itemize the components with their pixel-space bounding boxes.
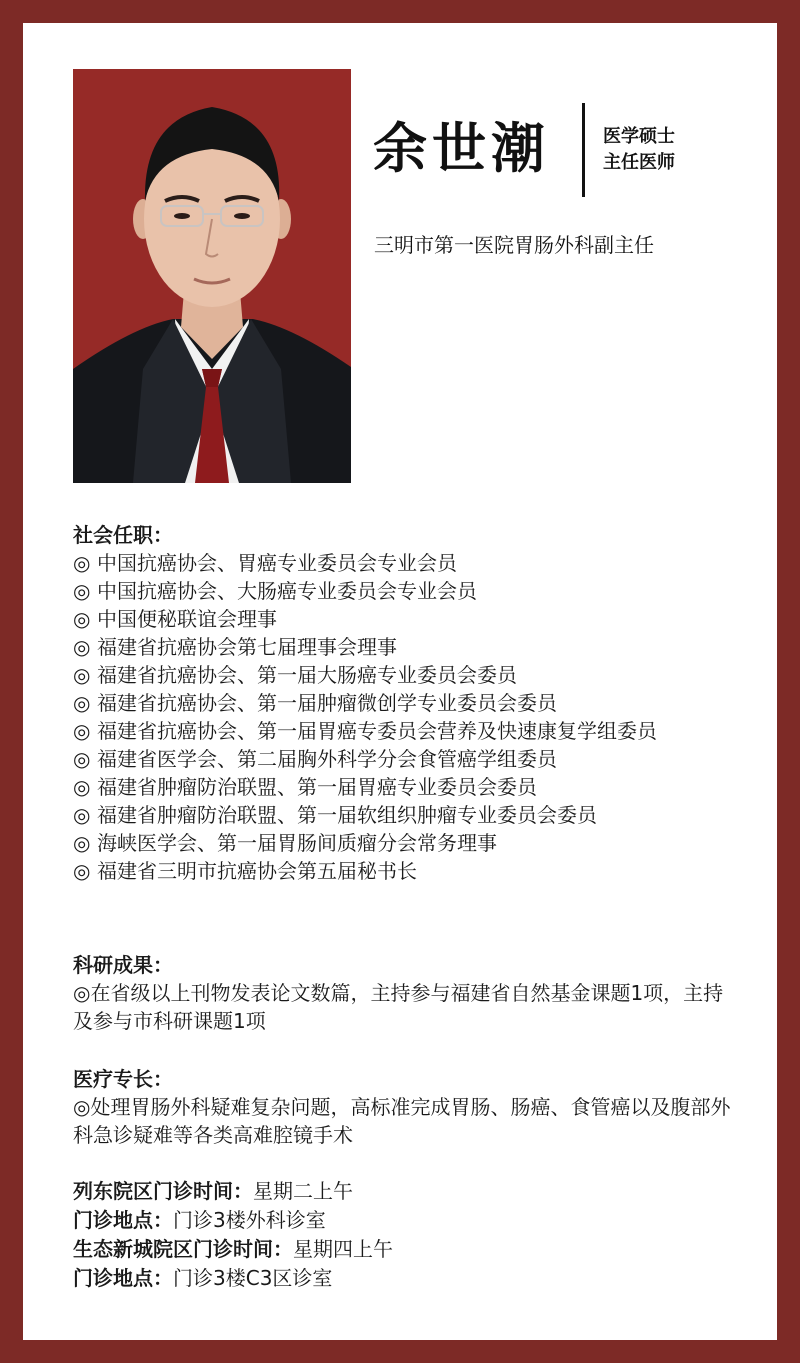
- bullet-icon: ◎: [73, 635, 91, 659]
- doctor-position: 三明市第一医院胃肠外科副主任: [374, 233, 654, 257]
- social-positions-heading: 社会任职：: [73, 523, 173, 547]
- list-item: ◎ 中国抗癌协会、大肠癌专业委员会专业会员: [73, 579, 477, 603]
- doctor-name: 余世潮: [373, 116, 550, 180]
- bullet-icon: ◎: [73, 663, 91, 687]
- bullet-icon: ◎: [73, 551, 91, 575]
- expertise-text: ◎处理胃肠外科疑难复杂问题，高标准完成胃肠、肠癌、食管癌以及腹部外科急诊疑难等各类高难腔镜手术: [73, 1095, 731, 1147]
- research-heading: 科研成果：: [73, 953, 173, 977]
- list-item: ◎ 福建省抗癌协会、第一届大肠癌专业委员会委员: [73, 663, 517, 687]
- rank-label: 主任医师: [603, 152, 675, 173]
- bullet-icon: ◎: [73, 747, 91, 771]
- research-text: ◎在省级以上刊物发表论文数篇，主持参与福建省自然基金课题1项，主持及参与市科研课题1项: [73, 981, 724, 1033]
- clinic-line: 列东院区门诊时间：星期二上午: [73, 1179, 353, 1203]
- bullet-icon: ◎: [73, 691, 91, 715]
- doctor-portrait: [73, 69, 351, 483]
- clinic-info: [73, 1177, 393, 1293]
- list-item: ◎ 福建省肿瘤防治联盟、第一届软组织肿瘤专业委员会委员: [73, 803, 597, 827]
- clinic-line: 门诊地点：门诊3楼C3区诊室: [73, 1266, 333, 1290]
- list-item: ◎ 中国抗癌协会、胃癌专业委员会专业会员: [73, 551, 457, 575]
- bullet-icon: ◎: [73, 775, 91, 799]
- bullet-icon: ◎: [73, 607, 91, 631]
- profile-card: [23, 23, 777, 1340]
- expertise-heading: 医疗专长：: [73, 1067, 173, 1091]
- list-item: ◎ 福建省三明市抗癌协会第五届秘书长: [73, 859, 417, 883]
- degree-label: 医学硕士: [603, 126, 675, 147]
- research-section: [73, 951, 733, 1035]
- doctor-titles: [603, 124, 675, 176]
- clinic-line: 生态新城院区门诊时间：星期四上午: [73, 1237, 393, 1261]
- expertise-section: [73, 1065, 733, 1149]
- list-item: ◎ 福建省肿瘤防治联盟、第一届胃癌专业委员会委员: [73, 775, 537, 799]
- bullet-icon: ◎: [73, 579, 91, 603]
- bullet-icon: ◎: [73, 803, 91, 827]
- list-item: ◎ 福建省抗癌协会、第一届胃癌专委员会营养及快速康复学组委员: [73, 719, 657, 743]
- title-divider: [582, 103, 585, 197]
- clinic-line: 门诊地点：门诊3楼外科诊室: [73, 1208, 326, 1232]
- bullet-icon: ◎: [73, 831, 91, 855]
- list-item: ◎ 中国便秘联谊会理事: [73, 607, 277, 631]
- list-item: ◎ 福建省抗癌协会、第一届肿瘤微创学专业委员会委员: [73, 691, 557, 715]
- bullet-icon: ◎: [73, 719, 91, 743]
- list-item: ◎ 福建省抗癌协会第七届理事会理事: [73, 635, 397, 659]
- bullet-icon: ◎: [73, 859, 91, 883]
- list-item: ◎ 海峡医学会、第一届胃肠间质瘤分会常务理事: [73, 831, 497, 855]
- social-positions-section: [73, 521, 733, 885]
- list-item: ◎ 福建省医学会、第二届胸外科学分会食管癌学组委员: [73, 747, 557, 771]
